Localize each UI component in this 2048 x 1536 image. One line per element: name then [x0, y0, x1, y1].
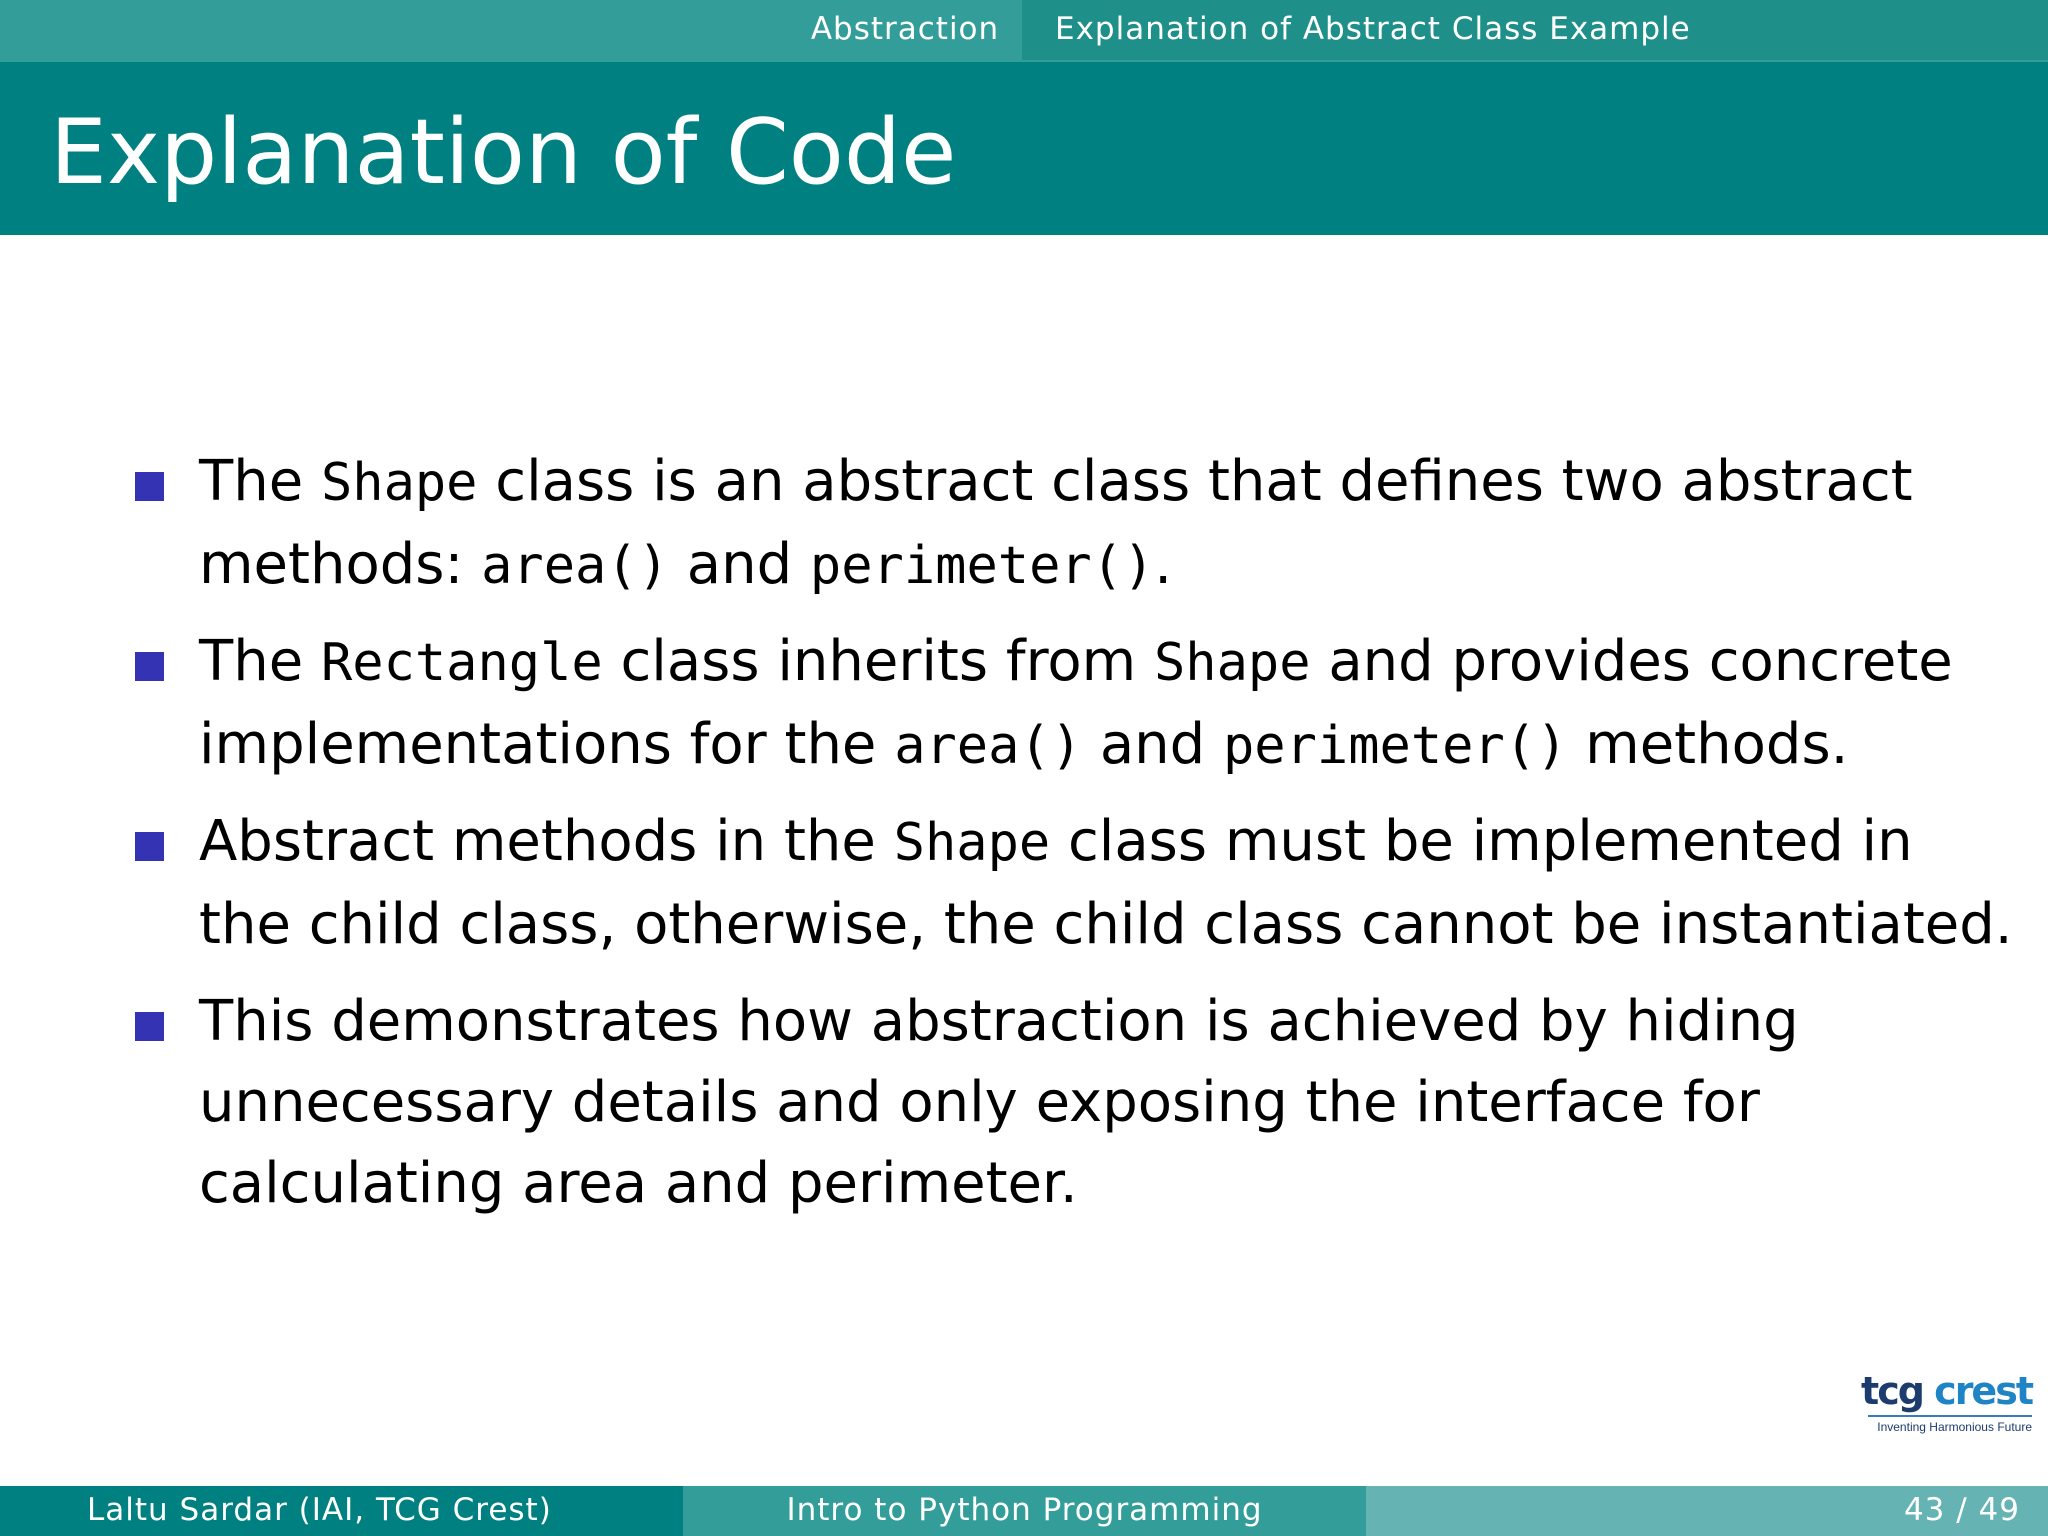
footer-course-title: Intro to Python Programming [683, 1486, 1366, 1536]
nav-subsection-link[interactable]: Explanation of Abstract Class Example [1022, 0, 2048, 60]
inline-code: Shape [320, 453, 478, 513]
inline-code: area() [894, 716, 1083, 776]
text-run: . [1154, 532, 1173, 597]
bullet-marker-icon [135, 832, 164, 861]
text-run: This demonstrates how abstraction is achieved by hiding [199, 989, 1799, 1054]
text-run: methods: [199, 532, 482, 597]
text-run: implementations for the [199, 712, 895, 777]
text-run: and [668, 532, 810, 597]
slide-title: Explanation of Code [50, 100, 957, 205]
bullet-line [199, 892, 2013, 957]
bullet-marker-icon [135, 1012, 164, 1041]
tcg-crest-logo [1860, 1369, 2032, 1439]
bullet-line [199, 532, 1172, 597]
bullet-line [199, 809, 1913, 874]
footer-page-number: 43 / 49 [1366, 1486, 2048, 1536]
inline-code: perimeter() [809, 536, 1155, 596]
inline-code: perimeter() [1223, 716, 1568, 776]
text-run: and provides concrete [1310, 629, 1953, 694]
bullet-line [199, 1070, 1760, 1135]
bullet-text [199, 981, 2029, 1224]
text-run: class inherits from [602, 629, 1154, 694]
text-run: methods. [1567, 712, 1849, 777]
bullet-line [199, 712, 1848, 777]
bullet-text [199, 801, 2029, 965]
text-run: The [199, 449, 321, 514]
footer-bar [0, 1486, 2048, 1536]
logo-wordmark [1861, 1369, 2032, 1413]
inline-code: Shape [1153, 633, 1311, 693]
text-run: Abstract methods in the [199, 809, 894, 874]
text-run: and [1082, 712, 1223, 777]
bullet-line [199, 1151, 1078, 1216]
text-run: unnecessary details and only exposing the interface for [199, 1070, 1760, 1135]
inline-code: Shape [893, 813, 1051, 873]
section-navigation-bar [0, 0, 2048, 62]
footer-author: Laltu Sardar (IAI, TCG Crest) [0, 1486, 683, 1536]
title-bar [0, 62, 2048, 235]
logo-tagline: Inventing Harmonious Future [1877, 1420, 2032, 1434]
text-run: The [199, 629, 321, 694]
bullet-line [199, 449, 1913, 514]
bullet-line [199, 989, 1799, 1054]
logo-divider [1868, 1415, 2032, 1417]
text-run: class must be implemented in [1050, 809, 1913, 874]
nav-section-link[interactable]: Abstraction [810, 11, 1000, 47]
bullet-marker-icon [135, 652, 164, 681]
bullet-marker-icon [135, 472, 164, 501]
text-run: calculating area and perimeter. [199, 1151, 1078, 1216]
inline-code: Rectangle [320, 633, 603, 693]
text-run: class is an abstract class that defines two abstract [477, 449, 1913, 514]
bullet-text [199, 621, 2029, 787]
text-run: the child class, otherwise, the child class cannot be instantiated. [199, 892, 2013, 957]
inline-code: area() [481, 536, 669, 596]
logo-wordmark-crest: crest [1922, 1369, 2032, 1413]
logo-wordmark-tcg: tcg [1861, 1369, 1923, 1413]
bullet-line [199, 629, 1953, 694]
bullet-text [199, 441, 2029, 607]
